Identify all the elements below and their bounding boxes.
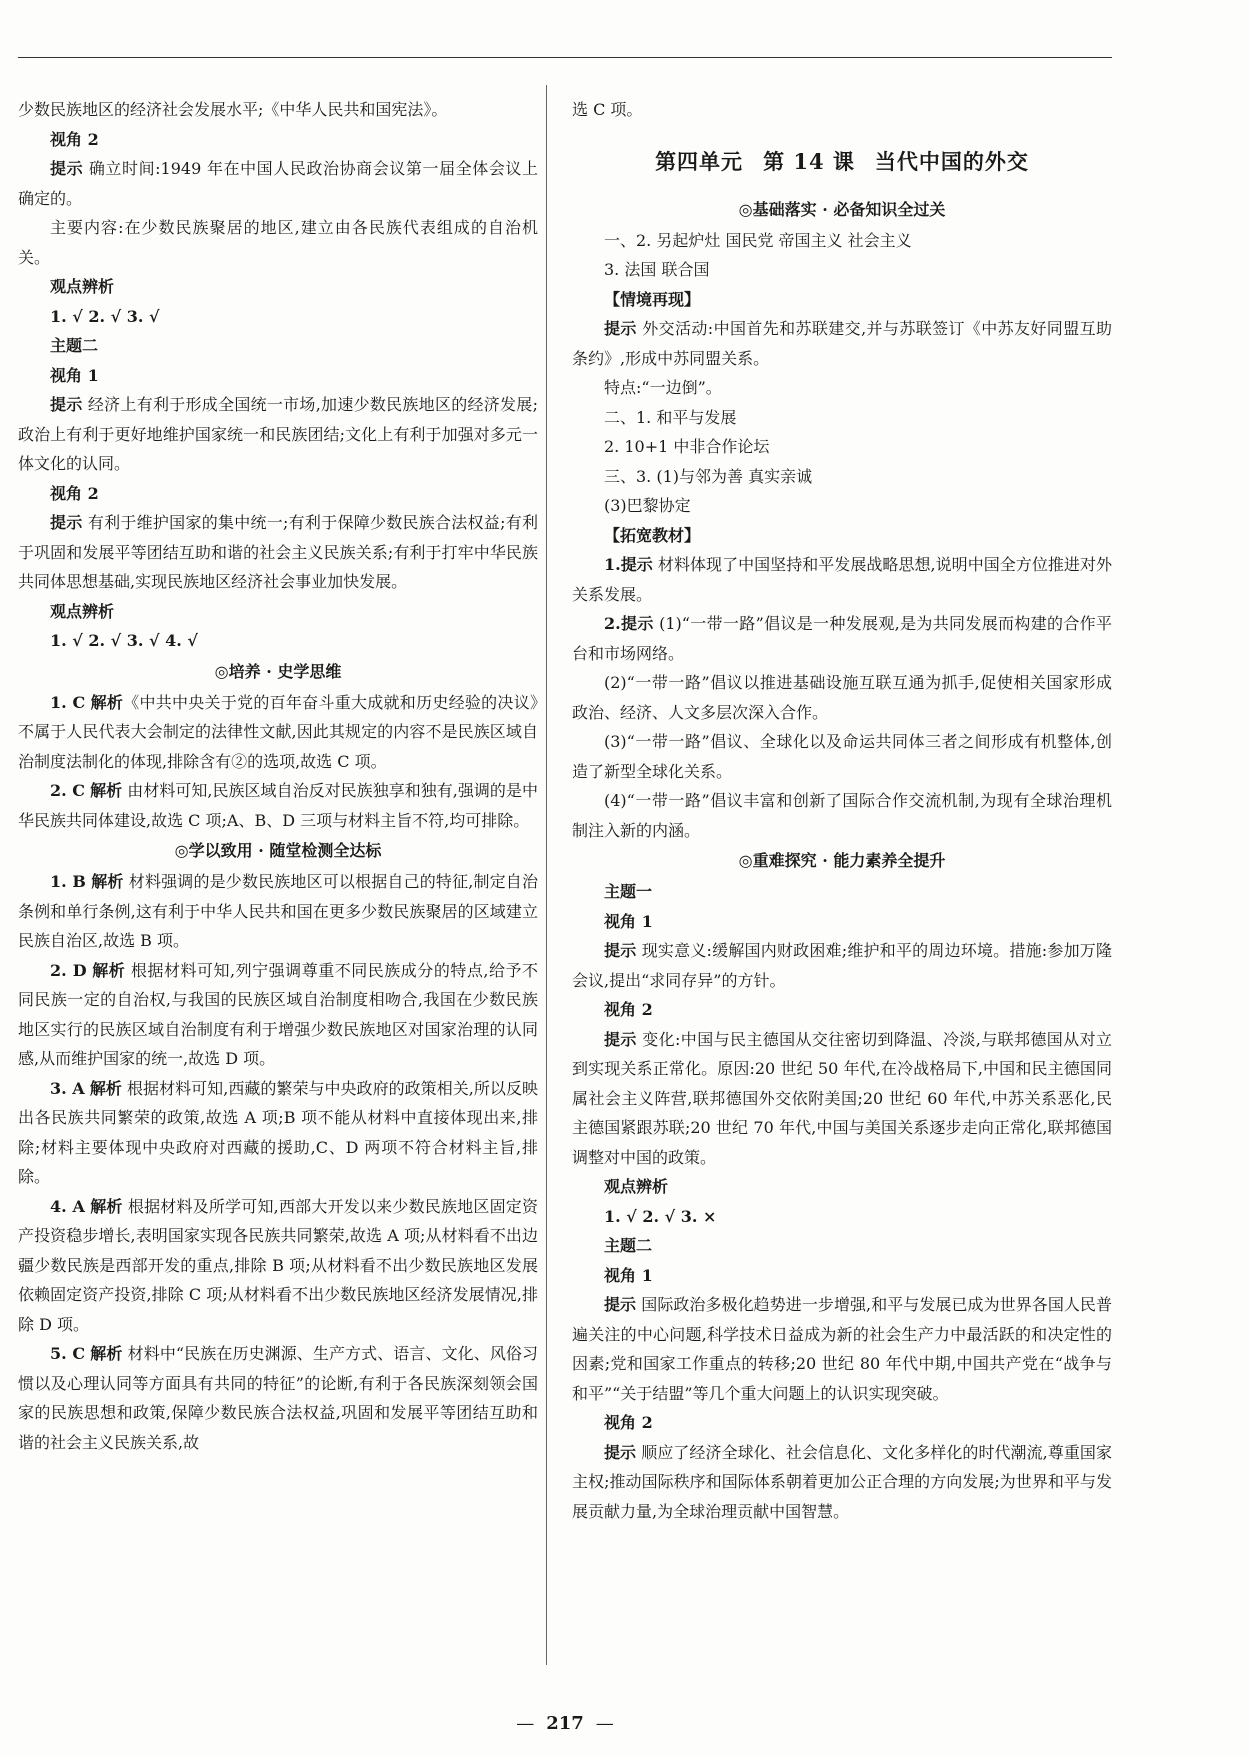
paragraph: 2.提示 (1)“一带一路”倡议是一种发展观,是为共同发展而构建的合作平台和市场网络。 xyxy=(572,614,1112,663)
paragraph: 特点:“一边倒”。 xyxy=(604,378,722,397)
answer-line: 二、1. 和平与发展 xyxy=(604,407,737,427)
subheading: 【情境再现】 xyxy=(604,289,701,309)
paragraph: 提示 现实意义:缓解国内财政困难;维护和平的周边环境。措施:参加万隆会议,提出“求同存异”的方针。 xyxy=(572,941,1112,990)
section-heading: ◎培养 · 史学思维 xyxy=(214,661,342,681)
subheading: 主题一 xyxy=(604,882,653,901)
paragraph: 提示 经济上有利于形成全国统一市场,加速少数民族地区的经济发展;政治上有利于更好地维护国家统一和民族团结;文化上有利于加强对多元一体文化的认同。 xyxy=(18,395,538,473)
subheading: 视角 2 xyxy=(50,129,99,149)
paragraph: 提示 有利于维护国家的集中统一;有利于保障少数民族合法权益;有利于巩固和发展平等团结互助和谐的社会主义民族关系;有利于打牢中华民族共同体思想基础,实现民族地区经济社会事业加快发展。 xyxy=(18,513,538,591)
paragraph: 提示 变化:中国与民主德国从交往密切到降温、冷淡,与联邦德国从对立到实现关系正常化。原因:20 世纪 50 年代,在冷战格局下,中国和民主德国同属社会主义阵营,联邦德国外交依附美国;20 世纪 60 年代,中苏关系恶化,民主德国紧跟苏联;20 世纪 70 年代,中国与美国关系逐步走向正常化,联邦德国调整对中国的政策。 xyxy=(572,1029,1112,1167)
subheading: 主题二 xyxy=(604,1236,653,1255)
question-explanation: 1. B 解析 材料强调的是少数民族地区可以根据自己的特征,制定自治条例和单行条例,这有利于中华人民共和国在更多少数民族聚居的区域建立民族自治区,故选 B 项。 xyxy=(18,872,538,950)
question-explanation: 1. C 解析《中共中央关于党的百年奋斗重大成就和历史经验的决议》不属于人民代表大会制定的法律性文献,因此其规定的内容不是民族区域自治制度法制化的体现,排除含有②的选项,故选 C 项。 xyxy=(18,692,538,771)
subheading: 视角 2 xyxy=(604,1413,653,1432)
paragraph: (4)“一带一路”倡议丰富和创新了国际合作交流机制,为现有全球治理机制注入新的内涵。 xyxy=(572,791,1112,840)
answer-line: 三、3. (1)与邻为善 真实亲诚 xyxy=(604,466,813,486)
question-explanation: 2. C 解析 由材料可知,民族区域自治反对民族独享和独有,强调的是中华民族共同体建设,故选 C 项;A、B、D 三项与材料主旨不符,均可排除。 xyxy=(18,781,538,830)
paragraph: (3)“一带一路”倡议、全球化以及命运共同体三者之间形成有机整体,创造了新型全球化关系。 xyxy=(572,732,1112,781)
subheading: 视角 2 xyxy=(50,483,99,503)
answer-row: 1. √ 2. √ 3. × xyxy=(604,1206,717,1226)
column-divider xyxy=(546,85,547,1665)
text-line: 少数民族地区的经济社会发展水平;《中华人民共和国宪法》。 xyxy=(18,100,448,119)
section-heading: ◎基础落实 · 必备知识全过关 xyxy=(738,199,946,219)
paragraph: (2)“一带一路”倡议以推进基础设施互联互通为抓手,促使相关国家形成政治、经济、人文多层次深入合作。 xyxy=(572,673,1112,722)
subheading: 视角 1 xyxy=(604,911,653,931)
subheading: 视角 1 xyxy=(50,365,99,385)
question-explanation: 3. A 解析 根据材料可知,西藏的繁荣与中央政府的政策相关,所以反映出各民族共同繁荣的政策,故选 A 项;B 项不能从材料中直接体现出来,排除;材料主要体现中央政府对西藏的援助,C、D 两项不符合材料主旨,排除。 xyxy=(18,1078,538,1186)
answer-line: 3. 法国 联合国 xyxy=(604,260,710,279)
question-explanation: 5. C 解析 材料中“民族在历史渊源、生产方式、语言、文化、风俗习惯以及心理认同等方面具有共同的特征”的论断,有利于各民族深刻领会国家的民族思想和政策,保障少数民族合法权益,巩固和发展平等团结互助和谐的社会主义民族关系,故 xyxy=(18,1344,538,1452)
section-heading: ◎学以致用 · 随堂检测全达标 xyxy=(174,841,382,860)
paragraph: 提示 顺应了经济全球化、社会信息化、文化多样化的时代潮流,尊重国家主权;推动国际秩序和国际体系朝着更加公正合理的方向发展;为世界和平与发展贡献力量,为全球治理贡献中国智慧。 xyxy=(572,1442,1112,1521)
subheading: 视角 1 xyxy=(604,1265,653,1285)
left-column xyxy=(18,95,538,1457)
paragraph: 提示 确立时间:1949 年在中国人民政治协商会议第一届全体会议上确定的。 xyxy=(18,159,538,208)
subheading: 观点辨析 xyxy=(50,601,115,621)
answer-row: 1. √ 2. √ 3. √ xyxy=(50,306,160,326)
subheading: 主题二 xyxy=(50,336,99,355)
lesson-title: 第四单元 第 14 课 当代中国的外交 xyxy=(655,148,1029,174)
question-explanation: 2. D 解析 根据材料可知,列宁强调尊重不同民族成分的特点,给予不同民族一定的自治权,与我国的民族区域自治制度相吻合,我国在少数民族地区实行的民族区域自治制度有利于增强少数民族地区对国家治理的认同感,从而维护国家的统一,故选 D 项。 xyxy=(18,960,538,1068)
section-heading: ◎重难探究 · 能力素养全提升 xyxy=(738,851,946,870)
paragraph: 提示 外交活动:中国首先和苏联建交,并与苏联签订《中苏友好同盟互助条约》,形成中苏同盟关系。 xyxy=(572,319,1112,368)
text-line: 选 C 项。 xyxy=(572,100,643,119)
answer-row: 1. √ 2. √ 3. √ 4. √ xyxy=(50,631,198,650)
paragraph: 提示 国际政治多极化趋势进一步增强,和平与发展已成为世界各国人民普遍关注的中心问题,科学技术日益成为新的社会生产力中最活跃的和决定性的因素;党和国家工作重点的转移;20 世纪 80 年代中期,中国共产党在“战争与和平”“关于结盟”等几个重大问题上的认识实现突破。 xyxy=(572,1295,1112,1403)
answer-line: (3)巴黎协定 xyxy=(604,496,691,515)
page-number: — 217 — xyxy=(516,1713,614,1734)
subheading: 【拓宽教材】 xyxy=(604,525,701,545)
answer-line: 2. 10+1 中非合作论坛 xyxy=(604,437,770,456)
subheading: 视角 2 xyxy=(604,1000,653,1019)
right-column xyxy=(572,95,1112,1526)
paragraph: 1.提示 材料体现了中国坚持和平发展战略思想,说明中国全方位推进对外关系发展。 xyxy=(572,555,1112,604)
header-rule xyxy=(18,57,1112,58)
subheading: 观点辨析 xyxy=(50,277,115,296)
subheading: 观点辨析 xyxy=(604,1177,669,1196)
paragraph: 主要内容:在少数民族聚居的地区,建立由各民族代表组成的自治机关。 xyxy=(18,218,538,267)
answer-line: 一、2. 另起炉灶 国民党 帝国主义 社会主义 xyxy=(604,230,912,250)
question-explanation: 4. A 解析 根据材料及所学可知,西部大开发以来少数民族地区固定资产投资稳步增长,表明国家实现各民族共同繁荣,故选 A 项;从材料看不出边疆少数民族是西部开发的重点,排除 B 项;从材料看不出少数民族地区发展依赖固定资产投资,排除 C 项;从材料看不出少数民族地区经济发展情况,排除 D 项。 xyxy=(18,1196,538,1334)
